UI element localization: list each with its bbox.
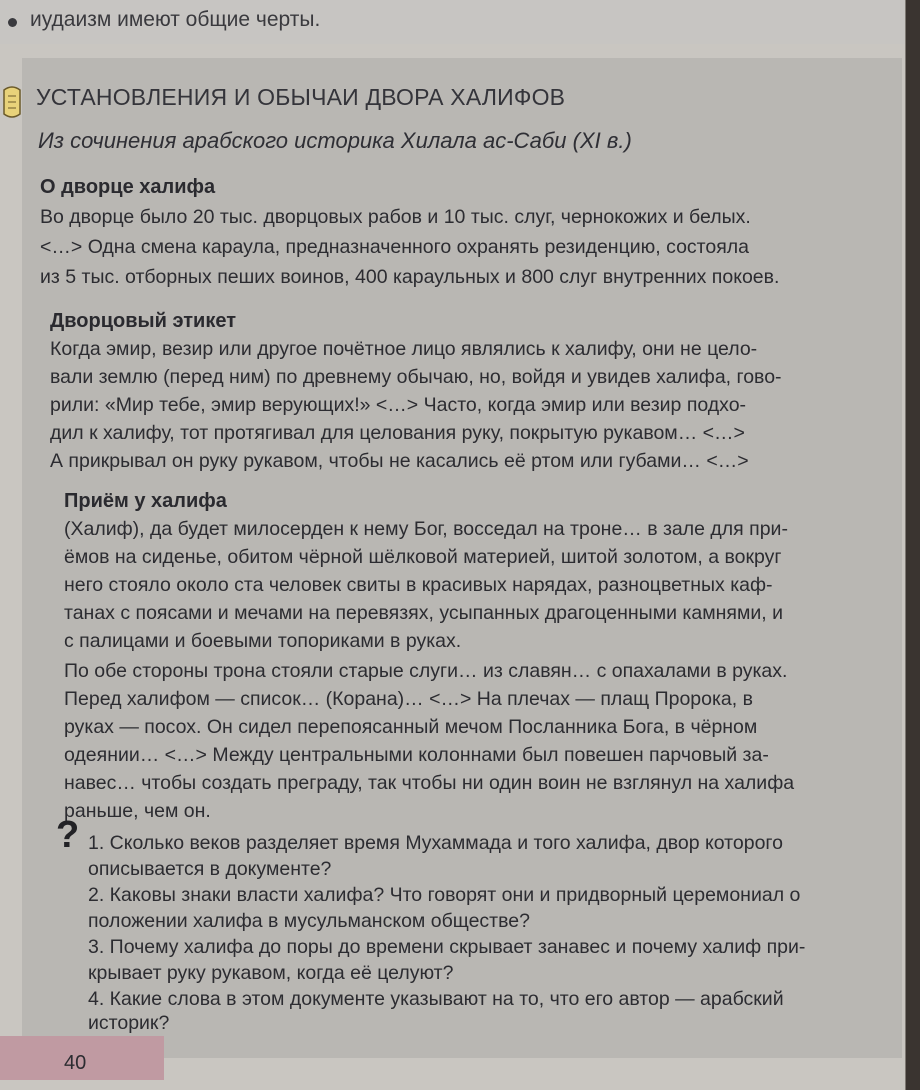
bullet-icon [8,18,17,27]
text-line: него стояло около ста человек свиты в красивых нарядах, разноцветных каф- [64,574,773,596]
text-line: ёмов на сиденье, обитом чёрной шёлковой материей, шитой золотом, а вокруг [64,546,782,568]
question-mark-icon: ? [56,814,80,856]
previous-section-text: иудаизм имеют общие черты. [30,8,321,31]
text-line: танах с поясами и мечами на перевязях, усыпанных драгоценными камнями, и [64,602,783,624]
question-line: 3. Почему халифа до поры до времени скрывает занавес и почему халиф при- [88,936,806,958]
text-line: дил к халифу, тот протягивал для целования руку, покрытую рукавом… <…> [50,422,745,444]
question-line: положении халифа в мусульманском обществе? [88,910,530,932]
question-line: крывает руку рукавом, когда её целуют? [88,962,454,984]
section-title-reception: Приём у халифа [64,490,227,512]
text-line: <…> Одна смена караула, предназначенного охранять резиденцию, состояла [40,236,749,258]
text-line: руках — посох. Он сидел перепоясанный мечом Посланника Бога, в чёрном [64,716,758,738]
text-line: с палицами и боевыми топориками в руках. [64,630,462,652]
text-line: Во дворце было 20 тыс. дворцовых рабов и 10 тыс. слуг, чернокожих и белых. [40,206,751,228]
question-line: 1. Сколько веков разделяет время Мухаммада и того халифа, двор которого [88,832,783,854]
question-line: 4. Какие слова в этом документе указывают на то, что его автор — арабский [88,988,784,1010]
text-line: А прикрывал он руку рукавом, чтобы не касались её ртом или губами… <…> [50,450,749,472]
text-line: одеянии… <…> Между центральными колоннами был повешен парчовый за- [64,744,769,766]
section-title-palace: О дворце халифа [40,176,216,198]
text-line: навес… чтобы создать преграду, так чтобы ни один воин не взглянул на халифа [64,772,795,794]
document-subheading: Из сочинения арабского историка Хилала ас-Саби (XI в.) [38,128,632,153]
text-line: Перед халифом — список… (Корана)… <…> На плечах — плащ Пророка, в [64,688,753,710]
question-line: 2. Каковы знаки власти халифа? Что говорят они и придворный церемониал о [88,884,801,906]
scroll-icon [0,84,24,120]
section-title-etiquette: Дворцовый этикет [50,310,236,332]
text-line: из 5 тыс. отборных пеших воинов, 400 караульных и 800 слуг внутренних покоев. [40,266,780,288]
text-line: рили: «Мир тебе, эмир верующих!» <…> Часто, когда эмир или везир подхо- [50,394,747,416]
previous-section-block [0,0,905,44]
text-line: Когда эмир, везир или другое почётное лицо являлись к халифу, они не цело- [50,338,758,360]
question-line: историк? [88,1012,170,1034]
page-number: 40 [64,1052,87,1074]
document-heading: УСТАНОВЛЕНИЯ И ОБЫЧАИ ДВОРА ХАЛИФОВ [36,84,566,110]
question-line: описывается в документе? [88,858,332,880]
text-line: (Халиф), да будет милосерден к нему Бог, восседал на троне… в зале для при- [64,518,788,540]
text-line: вали землю (перед ним) по древнему обычаю, но, войдя и увидев халифа, гово- [50,366,782,388]
text-line: По обе стороны трона стояли старые слуги… из славян… с опахалами в руках. [64,660,788,682]
text-line: раньше, чем он. [64,800,211,822]
